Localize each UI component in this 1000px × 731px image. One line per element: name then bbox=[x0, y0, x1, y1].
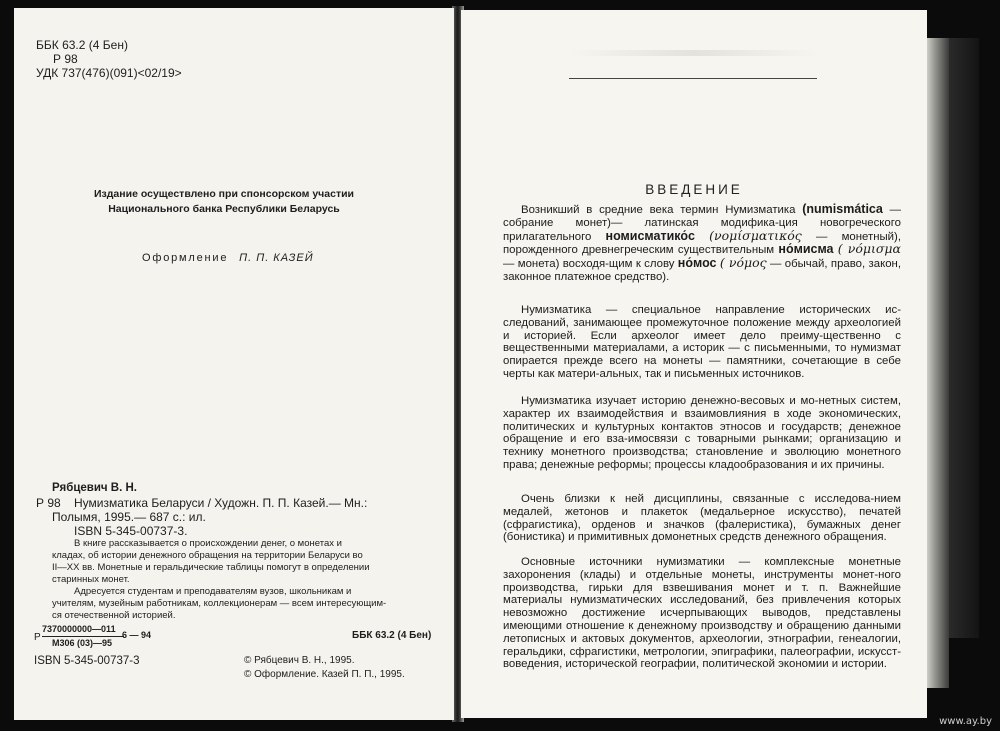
intro-paragraph-4 bbox=[503, 493, 901, 544]
p1-text-3: — монетный), порожденного древнегреческим существительным bbox=[503, 230, 901, 257]
annotation-line: II—XX вв. Монетные и геральдические таблицы помогут в определении bbox=[52, 562, 370, 573]
intro-paragraph-3 bbox=[503, 395, 901, 472]
book-cover-edge bbox=[949, 38, 979, 638]
isbn-footer: ISBN 5-345-00737-3 bbox=[34, 655, 140, 667]
design-label: Оформление bbox=[142, 252, 229, 264]
bleed-through-shadow bbox=[569, 50, 819, 56]
annotation-line: кладах, об истории денежного обращения на территории Беларуси во bbox=[52, 550, 363, 561]
term-nomismatikos: номисматико́с bbox=[605, 228, 695, 243]
fraction-bar bbox=[42, 636, 124, 637]
catalog-title-line: Нумизматика Беларуси / Художн. П. П. Казей.— Мн.: bbox=[74, 496, 368, 510]
p1-text-2: — собрание монет)— латинская модифика-ция новогреческого прилагательного bbox=[503, 204, 901, 243]
udk-code: УДК 737(476)(091)<02/19> bbox=[36, 66, 182, 80]
greek-nomismatikos: (νομίσματικός bbox=[709, 227, 802, 243]
fraction-tail: 6 — 94 bbox=[122, 630, 152, 640]
p1-text-4: — монета) восходя-щим к слову bbox=[503, 258, 675, 271]
fraction-denominator: М306 (03)—95 bbox=[52, 638, 113, 648]
catalog-isbn: ISBN 5-345-00737-3. bbox=[74, 524, 188, 538]
copyright-design: © Оформление. Казей П. П., 1995. bbox=[244, 669, 405, 680]
sponsor-line-1: Издание осуществлено при спонсорском участии bbox=[94, 188, 354, 200]
chapter-title: ВВЕДЕНИЕ bbox=[645, 182, 743, 197]
intro-paragraph-5 bbox=[503, 556, 901, 671]
greek-nomisma: ( νόμισμα bbox=[837, 241, 901, 257]
designer-name: П. П. КАЗЕЙ bbox=[239, 252, 314, 264]
term-nomos: но́мос bbox=[677, 256, 717, 271]
copyright-author: © Рябцевич В. Н., 1995. bbox=[244, 655, 355, 666]
fraction-letter: Р bbox=[34, 632, 41, 643]
bbk-code: ББК 63.2 (4 Бен) bbox=[36, 38, 128, 52]
catalog-author: Рябцевич В. Н. bbox=[52, 482, 138, 494]
catalog-publisher-line: Полымя, 1995.— 687 с.: ил. bbox=[52, 510, 206, 524]
p4-text: Очень близки к ней дисциплины, связанные с исследова-нием медалей, жетонов и плакеток (медальерное искусство), печатей (сфрагистика), орденов и значков (фалеристика), бумажных денег (бонистика) и примитивных домонетных средств денежного обращения. bbox=[503, 493, 901, 544]
intro-paragraph-1 bbox=[503, 203, 901, 284]
annotation-line: учителям, музейным работникам, коллекционерам — всем интересующим- bbox=[52, 598, 387, 609]
term-nomisma: но́мисма bbox=[778, 242, 834, 257]
fraction-numerator: 7370000000—011 bbox=[42, 624, 116, 634]
r98-code: Р 98 bbox=[53, 52, 78, 66]
page-stack-edge bbox=[927, 38, 949, 688]
sponsor-line-2: Национального банка Республики Беларусь bbox=[108, 203, 340, 215]
latin-term: (numismática bbox=[802, 202, 883, 216]
left-page bbox=[14, 8, 454, 720]
watermark-text: www.ay.by bbox=[939, 716, 992, 727]
p2-text: Нумизматика — специальное направление исторических ис-следований, занимающее промежуточное положение между археологией и историей. Если археолог имеет дело преиму-щественно с вещественными материалами, а историк — с письменными, то нумизмат опирается прежде всего на монеты — памятники, сочетающие в себе черты как матери-альных, так и письменных источников. bbox=[503, 304, 901, 380]
bbk-footer: ББК 63.2 (4 Бен) bbox=[352, 630, 432, 641]
greek-nomos: ( νόμος bbox=[719, 255, 767, 271]
annotation-line: В книге рассказывается о происхождении денег, о монетах и bbox=[74, 538, 342, 549]
intro-paragraph-2 bbox=[503, 304, 901, 381]
design-credit bbox=[142, 252, 314, 264]
annotation-line: старинных монет. bbox=[52, 574, 130, 585]
annotation-line: Адресуется студентам и преподавателям вузов, школьникам и bbox=[74, 586, 352, 597]
p5-text: Основные источники нумизматики — комплексные монетные захоронения (клады) и отдельные монеты, инструменты монет-ного производства, гирьки для взвешивания монет и т. п. Важнейшие материалы нумизматических исследований, без привлечения которых невозможно достижение исчерпывающих выводов, представлены имеющими отношение к денежному производству и обращению данными летописных и актовых документов, археологии, этнографии, генеалогии, геральдики, сфрагистики, метрологии, эпиграфики, палеографии, искусст-воведения, исторической географии, политической экономии и истории. bbox=[503, 556, 901, 671]
annotation-line: ся отечественной историей. bbox=[52, 610, 176, 621]
p1-text-1: Возникший в средние века термин Нумизматика bbox=[521, 204, 796, 216]
p1-text-5: — обычай, право, закон, законное платежное средство). bbox=[503, 258, 901, 283]
header-rule bbox=[569, 78, 817, 79]
p3-text: Нумизматика изучает историю денежно-весовых и мо-нетных систем, характер их взаимодействия и взаимовлияния в ходе экономических, политических и культурных контактов этносов и государств; денежное обращение и его вза-имосвязи с товарными рынками; организацию и технику монетного производства; становление и эволюцию монетного права; денежные реформы; процессы кладообразования и их причины. bbox=[503, 395, 901, 471]
catalog-code: Р 98 bbox=[36, 496, 61, 510]
right-page bbox=[461, 10, 927, 718]
